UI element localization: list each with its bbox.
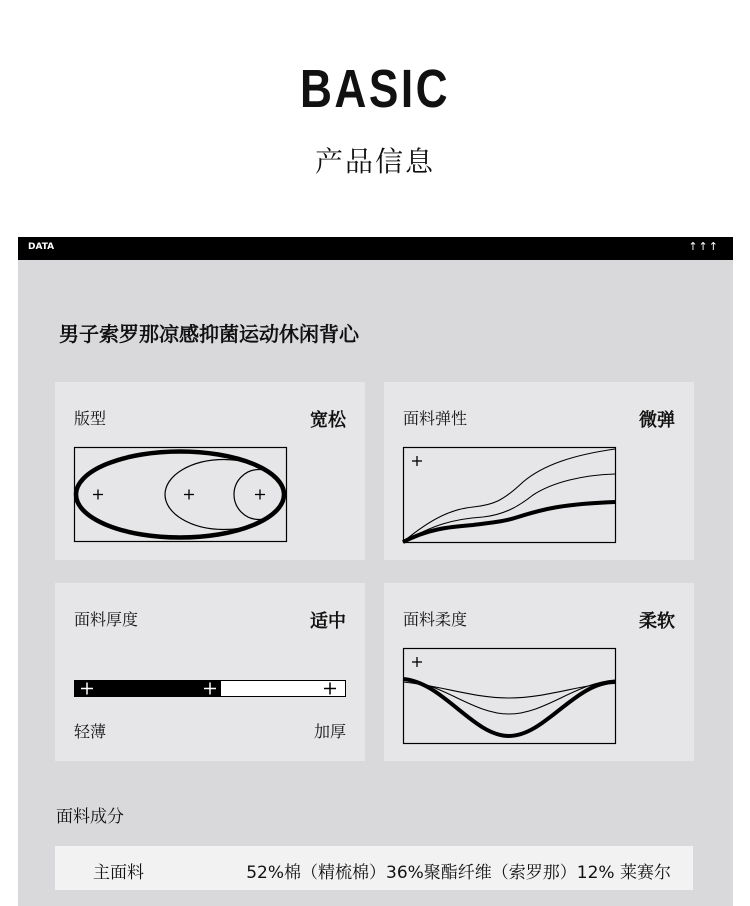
fit-card <box>55 382 365 560</box>
thickness-min-label: 轻薄 <box>74 722 107 741</box>
softness-label: 面料柔度 <box>403 610 468 629</box>
product-name: 男子索罗那凉感抑菌运动休闲背心 <box>59 322 359 346</box>
thickness-label: 面料厚度 <box>74 610 139 629</box>
fit-diagram-icon <box>74 447 287 542</box>
composition-value: 52%棉（精梳棉）36%聚酯纤维（索罗那）12% 莱赛尔 <box>246 863 671 883</box>
elasticity-card <box>384 382 694 560</box>
arrow-up-icons: ↑↑↑ <box>688 240 719 253</box>
fit-value: 宽松 <box>310 410 346 431</box>
page-subtitle: 产品信息 <box>314 145 435 178</box>
thickness-card <box>55 583 365 761</box>
softness-card <box>384 583 694 761</box>
elasticity-value: 微弹 <box>639 410 675 431</box>
data-panel <box>18 260 733 906</box>
thickness-value: 适中 <box>310 611 346 632</box>
elasticity-diagram-icon <box>403 447 616 543</box>
softness-diagram-icon <box>403 648 616 744</box>
composition-title: 面料成分 <box>56 807 124 827</box>
composition-key: 主面料 <box>93 863 144 883</box>
data-header-bar <box>18 237 733 260</box>
fit-label: 版型 <box>74 409 107 428</box>
thickness-scale-bar <box>74 680 346 697</box>
thickness-max-label: 加厚 <box>313 722 346 741</box>
data-label: DATA <box>28 242 55 252</box>
elasticity-label: 面料弹性 <box>403 409 468 428</box>
composition-row <box>55 846 693 890</box>
thickness-level-fill <box>74 680 221 697</box>
softness-value: 柔软 <box>639 611 675 632</box>
page-title: BASIC <box>299 59 451 119</box>
